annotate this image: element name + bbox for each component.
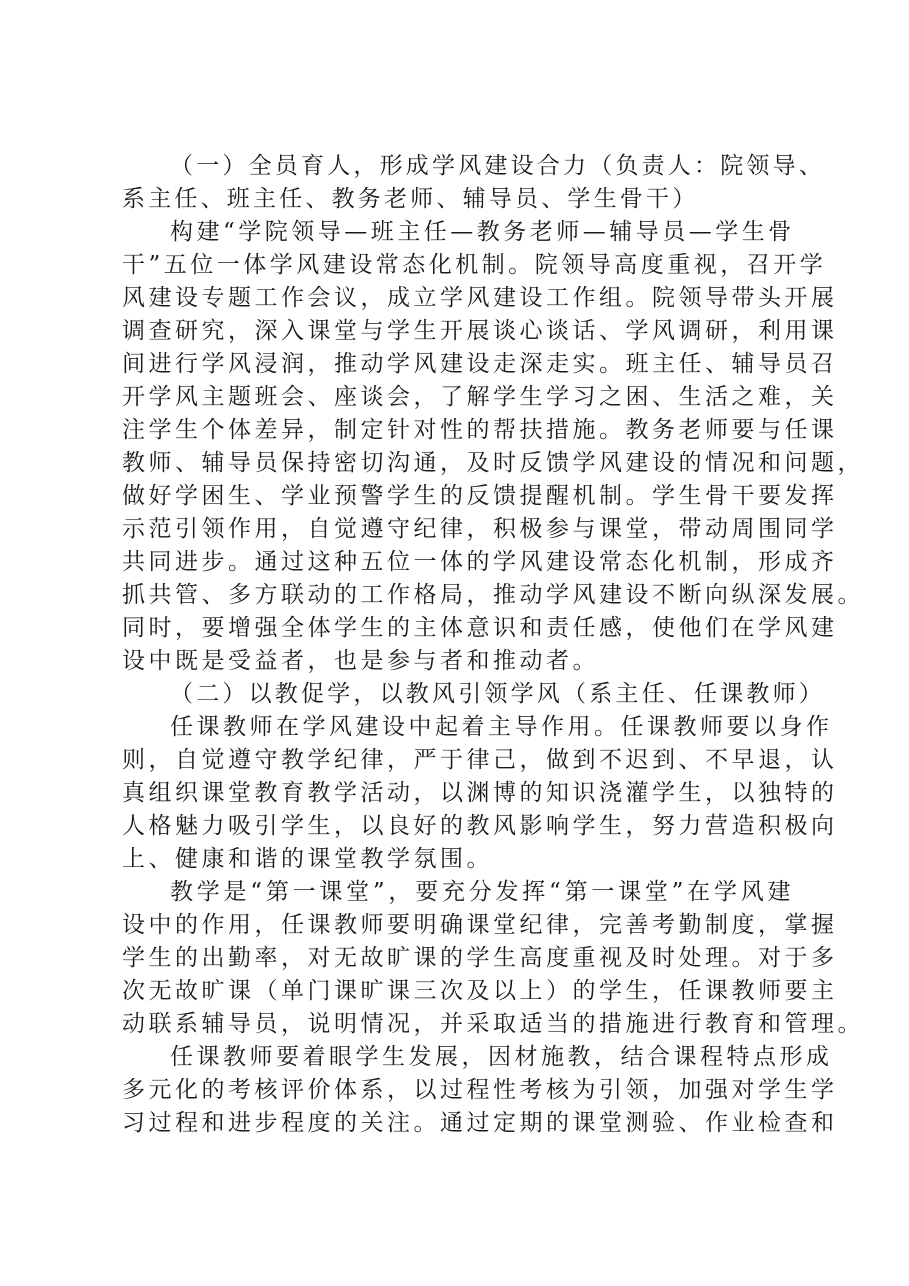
- text-line: 真组织课堂教育教学活动，以渊博的知识浇灌学生，以独特的: [122, 780, 838, 806]
- section-1-heading: [122, 150, 825, 216]
- text-line: 学生的出勤率，对无故旷课的学生高度重视及时处理。对于多: [122, 945, 838, 971]
- text-line: 习过程和进步程度的关注。通过定期的课堂测验、作业检查和: [122, 1110, 838, 1136]
- document-body: [122, 150, 864, 1140]
- text-line: 任课教师要着眼学生发展，因材施教，结合课程特点形成: [170, 1044, 833, 1070]
- text-line: 风建设专题工作会议，成立学风建设工作组。院领导带头开展: [122, 285, 838, 311]
- text-line: （一）全员育人，形成学风建设合力（负责人：院领导、: [170, 153, 825, 179]
- text-line: 人格魅力吸引学生，以良好的教风影响学生，努力营造积极向: [122, 813, 838, 839]
- text-line: 构建“学院领导—班主任—教务老师—辅导员—学生骨: [170, 219, 795, 245]
- text-line: 共同进步。通过这种五位一体的学风建设常态化机制，形成齐: [122, 549, 838, 575]
- text-line: 开学风主题班会、座谈会，了解学生学习之困、生活之难，关: [122, 384, 838, 410]
- text-line: （二）以教促学，以教风引领学风（系主任、任课教师）: [170, 681, 825, 707]
- section-2-paragraph-2: [122, 876, 864, 1041]
- text-line: 做好学困生、学业预警学生的反馈提醒机制。学生骨干要发挥: [122, 483, 838, 509]
- text-line: 教师、辅导员保持密切沟通，及时反馈学风建设的情况和问题，: [122, 450, 864, 476]
- text-line: 设中既是受益者，也是参与者和推动者。: [122, 648, 599, 674]
- text-line: 多元化的考核评价体系，以过程性考核为引领，加强对学生学: [122, 1077, 838, 1103]
- text-line: 教学是“第一课堂”，要充分发挥“第一课堂”在学风建: [170, 879, 794, 905]
- text-line: 动联系辅导员，说明情况，并采取适当的措施进行教育和管理。: [122, 1011, 864, 1037]
- section-2-paragraph-1: [122, 711, 838, 876]
- text-line: 抓共管、多方联动的工作格局，推动学风建设不断向纵深发展。: [122, 582, 864, 608]
- section-2-paragraph-3: [122, 1041, 838, 1140]
- text-line: 间进行学风浸润，推动学风建设走深走实。班主任、辅导员召: [122, 351, 838, 377]
- text-line: 干”五位一体学风建设常态化机制。院领导高度重视，召开学: [122, 252, 827, 278]
- text-line: 则，自觉遵守教学纪律，严于律己，做到不迟到、不早退，认: [122, 747, 838, 773]
- section-1-paragraph-1: [122, 216, 864, 678]
- text-line: 次无故旷课（单门课旷课三次及以上）的学生，任课教师要主: [122, 978, 838, 1004]
- text-line: 同时，要增强全体学生的主体意识和责任感，使他们在学风建: [122, 615, 838, 641]
- section-2-heading: [122, 678, 825, 711]
- text-line: 任课教师在学风建设中起着主导作用。任课教师要以身作: [170, 714, 833, 740]
- text-line: 上、健康和谐的课堂教学氛围。: [122, 846, 493, 872]
- text-line: 示范引领作用，自觉遵守纪律，积极参与课堂，带动周围同学: [122, 516, 838, 542]
- text-line: 设中的作用，任课教师要明确课堂纪律，完善考勤制度，掌握: [122, 912, 838, 938]
- text-line: 注学生个体差异，制定针对性的帮扶措施。教务老师要与任课: [122, 417, 838, 443]
- text-line: 调查研究，深入课堂与学生开展谈心谈话、学风调研，利用课: [122, 318, 838, 344]
- text-line: 系主任、班主任、教务老师、辅导员、学生骨干）: [122, 186, 699, 212]
